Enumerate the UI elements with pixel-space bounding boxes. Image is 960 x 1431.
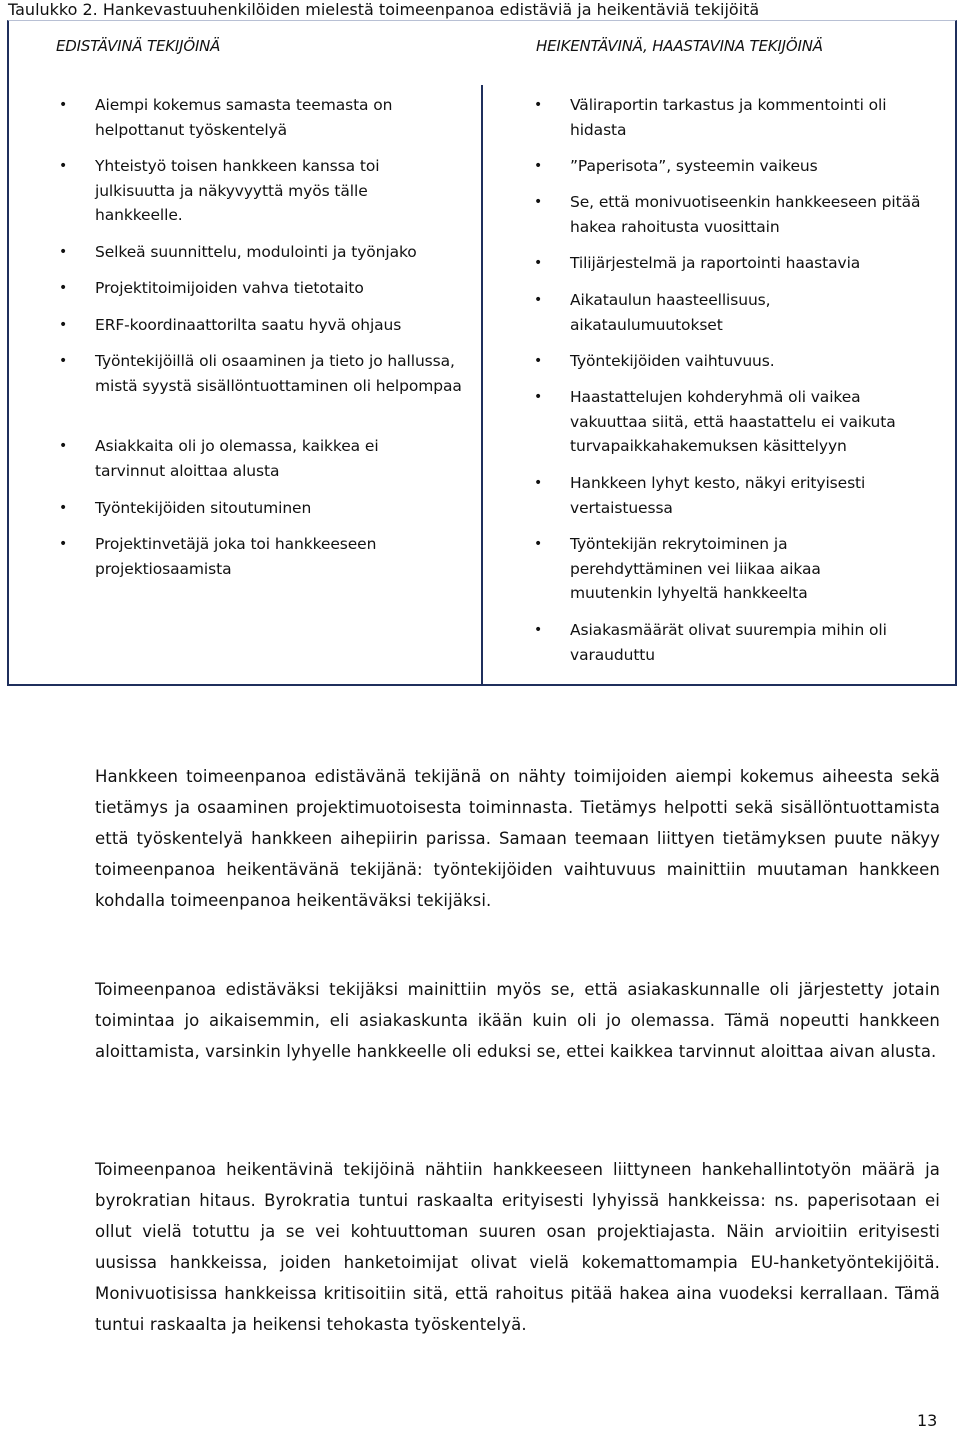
right-list-item-text: Haastattelujen kohderyhmä oli vaikea vakuuttaa siitä, että haastattelu ei vaikuta turvapaikkahakemuksen käsittelyyn (570, 388, 896, 455)
right-list-item (534, 618, 940, 667)
left-list-item-text: Työntekijöillä oli osaaminen ja tieto jo hallussa, mistä syystä sisällöntuottaminen oli helpompaa (95, 352, 462, 395)
left-list-item (59, 154, 440, 228)
right-list-item (534, 251, 940, 276)
right-list-item (534, 532, 860, 606)
left-list-item (59, 349, 465, 398)
right-list-item (534, 190, 925, 239)
left-list-item-text: Asiakkaita oli jo olemassa, kaikkea ei tarvinnut aloittaa alusta (95, 437, 379, 480)
right-list-item (534, 93, 940, 142)
bullet-icon: • (534, 353, 543, 369)
bullet-icon: • (534, 255, 543, 271)
right-list-item-text: ”Paperisota”, systeemin vaikeus (570, 157, 818, 175)
right-list-item (534, 349, 940, 374)
right-column-header: HEIKENTÄVINÄ, HAASTAVINA TEKIJÖINÄ (536, 37, 823, 55)
body-paragraph: Hankkeen toimeenpanoa edistävänä tekijänä on nähty toimijoiden aiempi kokemus aiheesta sekä tietämys ja osaaminen projektimuotoisesta toiminnasta. Tietämys helpotti sekä sisällöntuottamista että työskentelyä hankkeen aihepiirin parissa. Samaan teemaan liittyen tietämyksen puute näkyy toimeenpanoa heikentävänä tekijänä: työntekijöiden vaihtuvuus mainittiin muutaman hankkeen kohdalla toimeenpanoa heikentäväksi tekijäksi. (95, 767, 940, 910)
right-list-item-text: Työntekijän rekrytoiminen ja perehdyttäminen vei liikaa aikaa muutenkin lyhyeltä hankkeelta (570, 535, 821, 602)
bullet-icon: • (59, 536, 68, 552)
body-paragraph: Toimeenpanoa edistäväksi tekijäksi mainittiin myös se, että asiakaskunnalle oli järjestetty jotain toimintaa jo aikaisemmin, eli asiakaskunta ikään kuin oli jo olemassa. Tämä nopeutti hankkeen aloittamista, varsinkin lyhyelle hankkeelle oli eduksi se, ettei kaikkea tarvinnut aloittaa aivan alusta. (95, 980, 940, 1061)
bullet-icon: • (59, 438, 68, 454)
right-list-item-text: Asiakasmäärät olivat suurempia mihin oli varauduttu (570, 621, 887, 664)
bullet-icon: • (59, 280, 68, 296)
bullet-icon: • (59, 500, 68, 516)
right-list-item (534, 471, 910, 520)
left-list-item (59, 240, 465, 265)
right-list-item-text: Työntekijöiden vaihtuvuus. (570, 352, 775, 370)
left-list-item-text: ERF-koordinaattorilta saatu hyvä ohjaus (95, 316, 402, 334)
bullet-icon: • (59, 158, 68, 174)
left-list-item (59, 93, 440, 142)
right-list-item-text: Aikataulun haasteellisuus, aikataulumuutokset (570, 291, 771, 334)
left-list-item (59, 532, 440, 581)
left-list-item (59, 434, 435, 483)
bullet-icon: • (534, 389, 543, 405)
left-list-item-text: Yhteistyö toisen hankkeen kanssa toi julkisuutta ja näkyvyyttä myös tälle hankkeelle. (95, 157, 380, 224)
table-caption: Taulukko 2. Hankevastuuhenkilöiden mielestä toimeenpanoa edistäviä ja heikentäviä tekijöitä (8, 0, 760, 19)
bullet-icon: • (534, 194, 543, 210)
left-column-header: EDISTÄVINÄ TEKIJÖINÄ (56, 37, 221, 55)
left-list-item-text: Aiempi kokemus samasta teemasta on helpottanut työskentelyä (95, 96, 393, 139)
bullet-icon: • (534, 158, 543, 174)
right-list-item-text: Väliraportin tarkastus ja kommentointi oli hidasta (570, 96, 887, 139)
bullet-icon: • (534, 97, 543, 113)
right-list-item (534, 288, 840, 337)
page-number: 13 (917, 1411, 938, 1430)
bullet-icon: • (59, 97, 68, 113)
bullet-icon: • (59, 244, 68, 260)
bullet-icon: • (534, 622, 543, 638)
right-list-item (534, 154, 940, 179)
left-list-item-text: Työntekijöiden sitoutuminen (95, 499, 312, 517)
left-list-item-text: Projektitoimijoiden vahva tietotaito (95, 279, 364, 297)
right-list-item-text: Se, että monivuotiseenkin hankkeeseen pitää hakea rahoitusta vuosittain (570, 193, 921, 236)
right-list-item-text: Tilijärjestelmä ja raportointi haastavia (570, 254, 861, 272)
bullet-icon: • (534, 292, 543, 308)
right-list-item (534, 385, 940, 459)
bullet-icon: • (534, 475, 543, 491)
right-list-item-text: Hankkeen lyhyt kesto, näkyi erityisesti vertaistuessa (570, 474, 866, 517)
column-divider (481, 85, 483, 686)
left-list-item-text: Selkeä suunnittelu, modulointi ja työnjako (95, 243, 417, 261)
left-list-item (59, 496, 465, 521)
left-list-item (59, 276, 465, 301)
left-list-item (59, 313, 465, 338)
body-paragraph: Toimeenpanoa heikentävinä tekijöinä nähtiin hankkeeseen liittyneen hankehallintotyön määrä ja byrokratian hitaus. Byrokratia tuntui raskaalta erityisesti lyhyissä hankkeissa: ns. paperisotaan ei ollut vielä totuttu ja se vei kohtuuttoman suuren osan projektiajasta. Näin arvioitiin erityisesti uusissa hankkeissa, joiden hanketoimijat olivat vielä kokemattomampia EU-hanketyöntekijöitä. Monivuotisissa hankkeissa kritisoitiin sitä, että rahoitus pitää hakea aina vuodeksi kerrallaan. Tämä tuntui raskaalta ja heikensi tehokasta työskentelyä. (95, 1160, 940, 1334)
bullet-icon: • (59, 317, 68, 333)
bullet-icon: • (534, 536, 543, 552)
left-list-item-text: Projektinvetäjä joka toi hankkeeseen projektiosaamista (95, 535, 377, 578)
bullet-icon: • (59, 353, 68, 369)
